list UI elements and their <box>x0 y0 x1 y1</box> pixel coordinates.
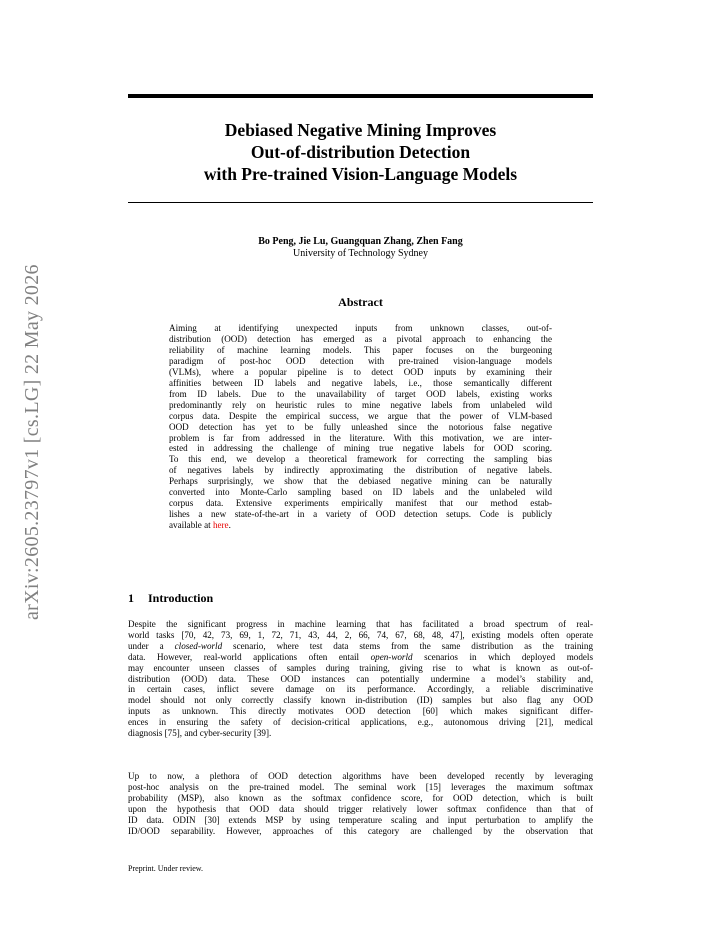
paragraph-line <box>128 641 593 652</box>
paragraph-line: ID/OOD separability. However, approaches of this category are challenged by the observation that <box>128 825 593 836</box>
abstract-line: ested in addressing the challenge of mining true negative labels for OOD scoring. <box>169 443 552 454</box>
abstract-line: predominantly rely on heuristic rules to mine negative labels from unlabeled wild <box>169 399 552 410</box>
abstract-body <box>169 323 552 531</box>
abstract-line: corpus data. Despite the empirical success, we argue that the power of VLM-based <box>169 410 552 421</box>
title-rule-bottom <box>128 202 593 203</box>
paragraph-line: post-hoc analysis on the pre-trained model. The seminal work [15] leverages the maximum softmax <box>128 781 593 792</box>
paragraph-line: Up to now, a plethora of OOD detection algorithms have been developed recently by leveraging <box>128 771 593 781</box>
intro-paragraph-2 <box>128 771 593 836</box>
abstract-line: (VLMs), where a popular pipeline is to detect OOD inputs by examining their <box>169 366 552 377</box>
paper-title <box>128 119 593 185</box>
paragraph-line: distribution (OOD) data. These OOD instances can potentially undermine a model’s stability and, <box>128 673 593 684</box>
footer-note: Preprint. Under review. <box>128 864 204 873</box>
abstract-line: corpus data. Extensive experiments empirically manifest that our method estab- <box>169 498 552 509</box>
affiliation: University of Technology Sydney <box>293 248 428 259</box>
title-line: with Pre-trained Vision-Language Models <box>203 164 518 184</box>
abstract-line: problem is far from addressed in the literature. With this motivation, we are inter- <box>169 432 552 443</box>
text-segment: scenarios in which deployed models <box>412 651 593 662</box>
paragraph-line: world tasks [70, 42, 73, 69, 1, 72, 71, 43, 44, 2, 66, 74, 67, 68, 48, 47], existing models often operate <box>128 629 593 640</box>
abstract-line <box>169 520 552 531</box>
paragraph-line: ID data. ODIN [30] extends MSP by using temperature scaling and input perturbation to amplify the <box>128 814 593 825</box>
paragraph-line: probability (MSP), also known as the softmax confidence score, for OOD detection, which is built <box>128 792 593 803</box>
abstract-line: reliability of machine learning models. This paper focuses on the burgeoning <box>169 344 552 355</box>
abstract-line: distribution (OOD) detection has emerged as a pivotal approach to enhancing the <box>169 333 552 344</box>
abstract-line: converted into Monte-Carlo sampling based on ID labels and the unlabeled wild <box>169 487 552 498</box>
intro-paragraph-1 <box>128 619 593 739</box>
text-segment: scenario, where test data stems from the same distribution as the training <box>222 640 593 651</box>
abstract-line: lishes a new state-of-the-art in a variety of OOD detection setups. Code is publicly <box>169 509 552 520</box>
emphasis-open-world: open-world <box>370 651 413 662</box>
paragraph-line: Despite the significant progress in machine learning that has facilitated a broad spectrum of real- <box>128 619 593 629</box>
paragraph-line: inputs as unknown. This directly motivates OOD detection [60] which makes significant differ- <box>128 706 593 717</box>
emphasis-closed-world: closed-world <box>174 640 223 651</box>
paragraph-line <box>128 652 593 663</box>
abstract-line: of negatives labels by indirectly approximating the distribution of negative labels. <box>169 465 552 476</box>
section-title: Introduction <box>148 591 214 605</box>
abstract-line: OOD detection has yet to be fully unleashed since the notorious false negative <box>169 421 552 432</box>
text-segment: under a <box>128 640 175 651</box>
title-rule-top <box>128 94 593 98</box>
title-line: Out-of-distribution Detection <box>250 142 471 162</box>
abstract-line: affinities between ID labels and negative labels, i.e., those semantically different <box>169 377 552 388</box>
abstract-period: . <box>228 520 231 531</box>
abstract-line: paradigm of post-hoc OOD detection with pre-trained vision-language models <box>169 355 552 366</box>
paragraph-line: ences in ensuring the safety of decision-critical applications, e.g., autonomous driving [21], medical <box>128 717 593 728</box>
abstract-line: Aiming at identifying unexpected inputs from unknown classes, out-of- <box>169 323 552 333</box>
text-segment: data. However, real-world applications often entail <box>128 651 371 662</box>
abstract-line: To this end, we develop a theoretical framework for correcting the sampling bias <box>169 454 552 465</box>
paragraph-line: in certain cases, inflict severe damage on its performance. Accordingly, a reliable discriminative <box>128 684 593 695</box>
code-link[interactable]: here <box>212 520 229 531</box>
paragraph-line: model should not only correctly classify known in-distribution (ID) samples but also flag any OOD <box>128 695 593 706</box>
title-line: Debiased Negative Mining Improves <box>224 120 497 140</box>
paragraph-line: upon the hypothesis that OOD data should trigger relatively lower softmax confidence than that of <box>128 803 593 814</box>
abstract-heading: Abstract <box>338 295 383 309</box>
section-number: 1 <box>128 591 134 605</box>
paragraph-line: diagnosis [75], and cyber-security [39]. <box>128 728 272 739</box>
authors: Bo Peng, Jie Lu, Guangquan Zhang, Zhen Fang <box>258 236 463 247</box>
paragraph-line: may encounter unseen classes of samples during training, giving rise to what is known as out-of- <box>128 662 593 673</box>
arxiv-stamp: arXiv:2605.23797v1 [cs.LG] 22 May 2026 <box>21 264 43 620</box>
section-heading-introduction <box>128 591 593 605</box>
abstract-last-text: available at <box>169 520 213 531</box>
abstract-line: Perhaps surprisingly, we show that the debiased negative mining can be naturally <box>169 476 552 487</box>
abstract-line: from ID labels. Due to the unavailability of target OOD labels, existing works <box>169 388 552 399</box>
